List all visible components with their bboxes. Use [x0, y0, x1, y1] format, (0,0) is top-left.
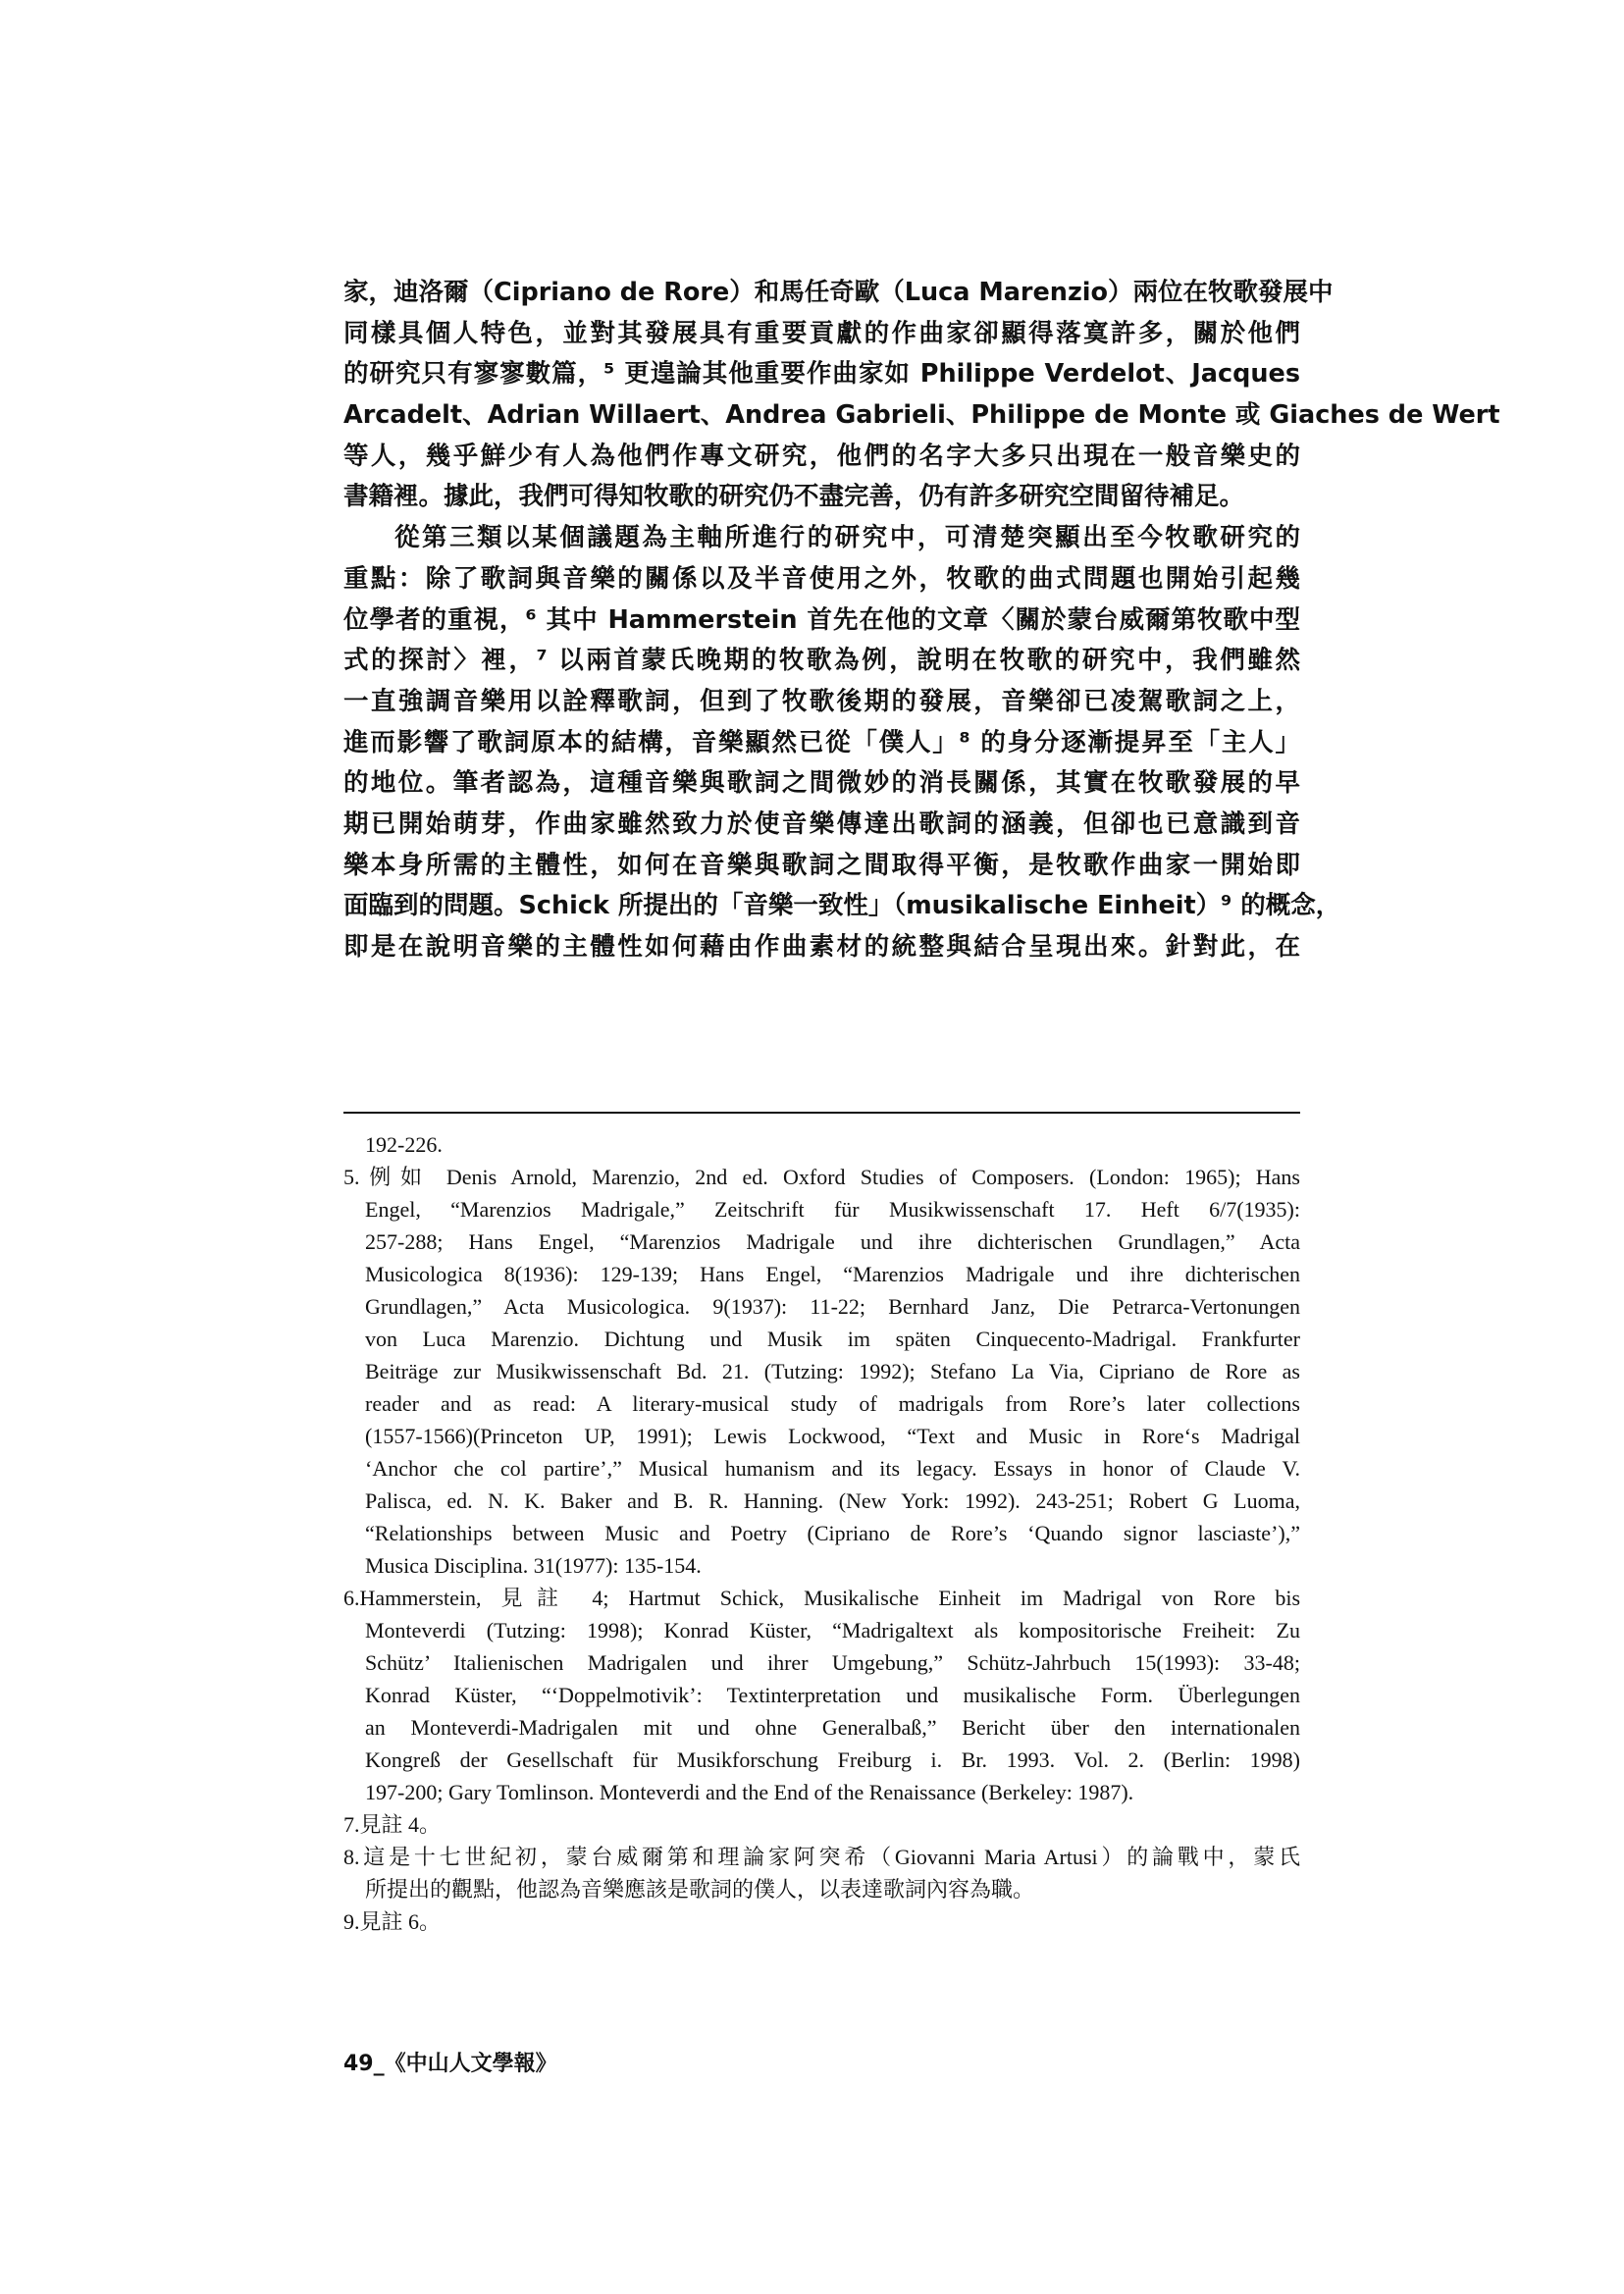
footnote-line: Monteverdi (Tutzing: 1998); Konrad Küster, “Madrigaltext als kompositorische Freiheit: Zu [365, 1618, 1300, 1642]
body-line: 書籍裡。據此，我們可得知牧歌的研究仍不盡完善，仍有許多研究空間留待補足。 [343, 482, 1245, 512]
footnote-line: 8.這是十七世紀初，蒙台威爾第和理論家阿突希（Giovanni Maria Artusi）的論戰中，蒙氏 [343, 1845, 1300, 1869]
body-line: 同樣具個人特色，並對其發展具有重要貢獻的作曲家卻顯得落寞許多，關於他們 [343, 318, 1300, 348]
body-line: 家，迪洛爾（Cipriano de Rore）和馬任奇歐（Luca Marenzio）兩位在牧歌發展中 [343, 278, 1334, 307]
footnote-line: (1557-1566)(Princeton UP, 1991); Lewis Lockwood, “Text and Music in Rore‘s Madrigal [365, 1424, 1300, 1448]
body-line: Arcadelt、Adrian Willaert、Andrea Gabrieli、Philippe de Monte 或 Giaches de Wert [343, 400, 1500, 431]
footnote-line: 5.例如 Denis Arnold, Marenzio, 2nd ed. Oxford Studies of Composers. (London: 1965); Hans [343, 1165, 1300, 1189]
footnote-line: Konrad Küster, “‘Doppelmotivik’: Textinterpretation und musikalische Form. Überlegungen [365, 1683, 1300, 1707]
body-line: 即是在說明音樂的主體性如何藉由作曲素材的統整與結合呈現出來。針對此，在 [343, 932, 1300, 962]
footnote-line: ‘Anchor che col partire’,” Musical humanism and its legacy. Essays in honor of Claude V. [365, 1456, 1300, 1481]
body-line: 進而影響了歌詞原本的結構，音樂顯然已從「僕人」⁸ 的身分逐漸提昇至「主人」 [343, 727, 1300, 757]
footnote-line: Musicologica 8(1936): 129-139; Hans Engel, “Marenzios Madrigale und ihre dichterischen [365, 1262, 1300, 1286]
footnote-line: Grundlagen,” Acta Musicologica. 9(1937): 11-22; Bernhard Janz, Die Petrarca-Vertonungen [365, 1294, 1300, 1319]
footnote-line: Kongreß der Gesellschaft für Musikforschung Freiburg i. Br. 1993. Vol. 2. (Berlin: 1998) [365, 1747, 1300, 1772]
body-line: 式的探討〉裡，⁷ 以兩首蒙氏晚期的牧歌為例，說明在牧歌的研究中，我們雖然 [343, 646, 1300, 676]
footnote-line: reader and as read: A literary-musical study of madrigals from Rore’s later collections [365, 1391, 1300, 1416]
body-line: 等人，幾乎鮮少有人為他們作專文研究，他們的名字大多只出現在一般音樂史的 [343, 441, 1300, 471]
footnote-9: 9.見註 6。 [343, 1909, 442, 1934]
footnote-8 [343, 1841, 1300, 1905]
footnote-line: 6.Hammerstein, 見註 4; Hartmut Schick, Musikalische Einheit im Madrigal von Rore bis [343, 1586, 1300, 1610]
footnote-line: Musica Disciplina. 31(1977): 135-154. [365, 1553, 702, 1578]
body-line: 的地位。筆者認為，這種音樂與歌詞之間微妙的消長關係，其實在牧歌發展的早 [343, 768, 1300, 799]
footnote-line: Palisca, ed. N. K. Baker and B. R. Hanning. (New York: 1992). 243-251; Robert G Luoma, [365, 1488, 1300, 1513]
footnote-line: 197-200; Gary Tomlinson. Monteverdi and the End of the Renaissance (Berkeley: 1987). [365, 1780, 1134, 1804]
page-footer: 49_《中山人文學報》 [343, 2052, 557, 2076]
body-line: 重點：除了歌詞與音樂的關係以及半音使用之外，牧歌的曲式問題也開始引起幾 [343, 563, 1300, 594]
footnote-divider [343, 1112, 1300, 1114]
main-body [343, 273, 1500, 968]
footnote-line: an Monteverdi-Madrigalen mit und ohne Generalbaß,” Bericht über den internationalen [365, 1715, 1300, 1740]
body-line: 面臨到的問題。Schick 所提出的「音樂一致性」（musikalische Einheit）⁹ 的概念， [343, 891, 1341, 921]
footnote-6 [343, 1582, 1300, 1808]
body-line: 一直強調音樂用以詮釋歌詞，但到了牧歌後期的發展，音樂卻已凌駕歌詞之上， [343, 686, 1300, 716]
body-line: 從第三類以某個議題為主軸所進行的研究中，可清楚突顯出至今牧歌研究的 [394, 523, 1300, 553]
footnote-line: 所提出的觀點，他認為音樂應該是歌詞的僕人，以表達歌詞內容為職。 [365, 1877, 1035, 1902]
footnote-continuation: 192-226. [365, 1132, 443, 1157]
footnotes [343, 1128, 1300, 1938]
body-line: 期已開始萌芽，作曲家雖然致力於使音樂傳達出歌詞的涵義，但卻也已意識到音 [343, 808, 1300, 839]
footnote-7: 7.見註 4。 [343, 1812, 442, 1837]
body-paragraphs [343, 273, 1500, 966]
footnote-5 [343, 1161, 1300, 1582]
footnote-line: Schütz’ Italienischen Madrigalen und ihrer Umgebung,” Schütz-Jahrbuch 15(1993): 33-48; [365, 1650, 1300, 1675]
footnote-line: Engel, “Marenzios Madrigale,” Zeitschrift für Musikwissenschaft 17. Heft 6/7(1935): [365, 1197, 1300, 1222]
body-line: 的研究只有寥寥數篇，⁵ 更遑論其他重要作曲家如 Philippe Verdelot、Jacques [343, 359, 1300, 390]
footnote-line: Beiträge zur Musikwissenschaft Bd. 21. (Tutzing: 1992); Stefano La Via, Cipriano de Rore as [365, 1359, 1300, 1383]
body-line: 位學者的重視，⁶ 其中 Hammerstein 首先在他的文章〈關於蒙台威爾第牧歌中型 [343, 604, 1300, 635]
footnote-line: 257-288; Hans Engel, “Marenzios Madrigale und ihre dichterischen Grundlagen,” Acta [365, 1229, 1300, 1254]
footnote-line: “Relationships between Music and Poetry (Cipriano de Rore’s ‘Quando signor lasciaste’),” [365, 1521, 1300, 1545]
footnote-line: von Luca Marenzio. Dichtung und Musik im späten Cinquecento-Madrigal. Frankfurter [365, 1327, 1300, 1351]
body-line: 樂本身所需的主體性，如何在音樂與歌詞之間取得平衡，是牧歌作曲家一開始即 [343, 850, 1300, 880]
